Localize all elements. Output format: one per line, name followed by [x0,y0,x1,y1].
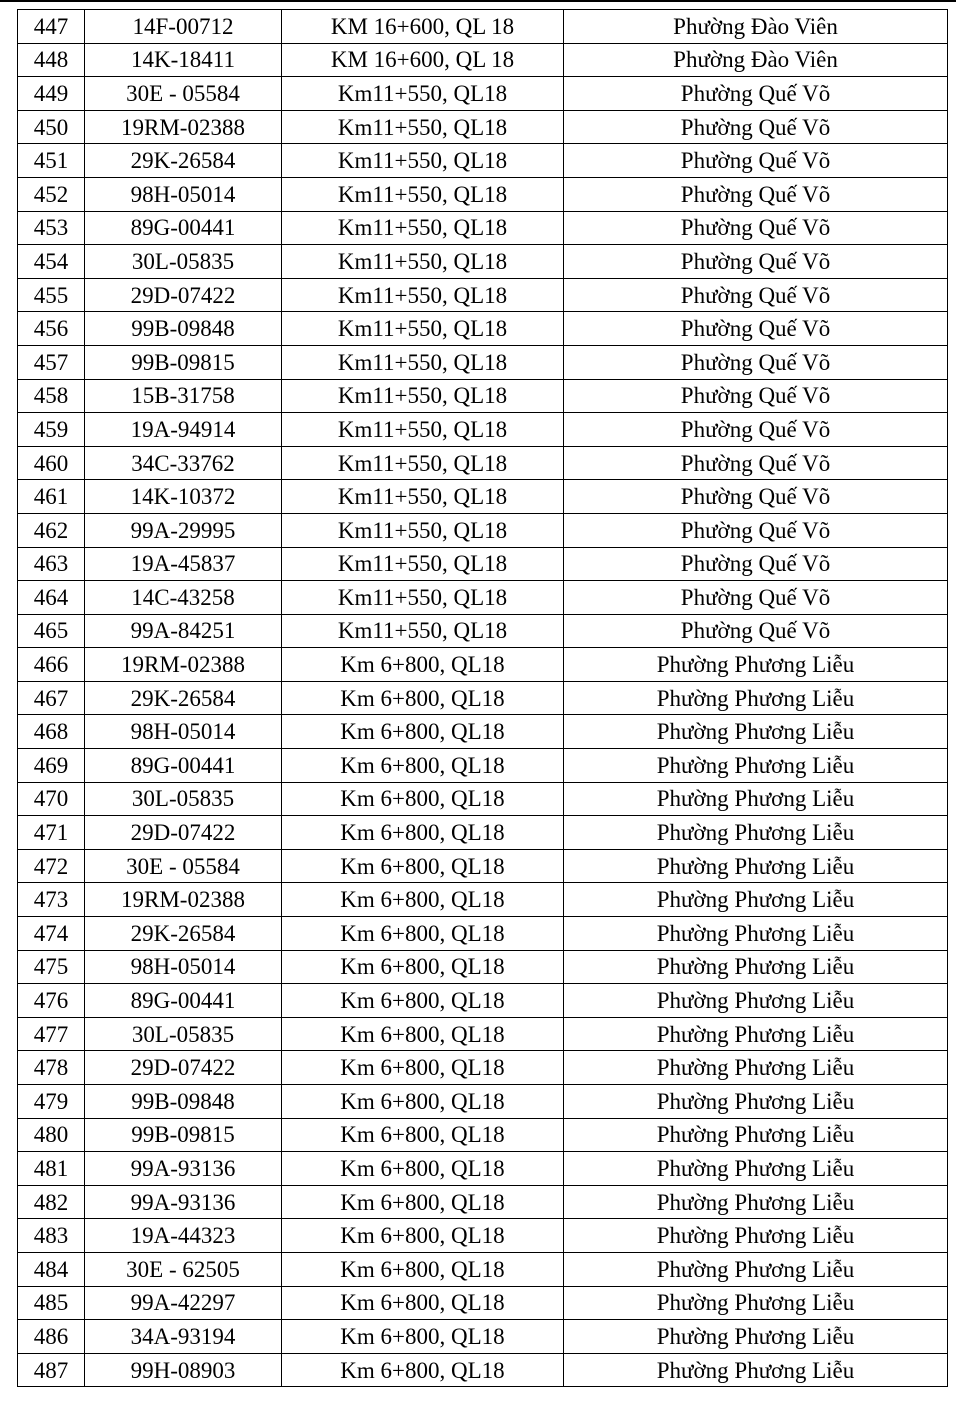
license-plate-cell: 14K-10372 [85,480,282,514]
license-plate-cell: 29D-07422 [85,278,282,312]
license-plate-cell: 99A-42297 [85,1286,282,1320]
records-table-container [17,9,948,1387]
row-number-cell: 454 [18,245,85,279]
table-row [18,1152,948,1186]
license-plate-cell: 19RM-02388 [85,883,282,917]
location-cell: Km 6+800, QL18 [282,782,564,816]
table-row [18,413,948,447]
license-plate-cell: 99A-84251 [85,614,282,648]
table-row [18,1085,948,1119]
row-number-cell: 448 [18,43,85,77]
row-number-cell: 463 [18,547,85,581]
row-number-cell: 467 [18,681,85,715]
row-number-cell: 480 [18,1118,85,1152]
location-cell: Km11+550, QL18 [282,513,564,547]
ward-cell: Phường Đào Viên [564,43,948,77]
row-number-cell: 474 [18,917,85,951]
location-cell: Km 6+800, QL18 [282,984,564,1018]
location-cell: Km 6+800, QL18 [282,1185,564,1219]
ward-cell: Phường Quế Võ [564,480,948,514]
table-row [18,715,948,749]
location-cell: Km 6+800, QL18 [282,1219,564,1253]
ward-cell: Phường Quế Võ [564,312,948,346]
row-number-cell: 484 [18,1252,85,1286]
ward-cell: Phường Quế Võ [564,177,948,211]
license-plate-cell: 19RM-02388 [85,648,282,682]
table-row [18,749,948,783]
table-row [18,77,948,111]
table-row [18,648,948,682]
license-plate-cell: 19A-94914 [85,413,282,447]
table-row [18,379,948,413]
table-row [18,211,948,245]
ward-cell: Phường Phương Liễu [564,782,948,816]
location-cell: Km 6+800, QL18 [282,1051,564,1085]
table-row [18,917,948,951]
license-plate-cell: 19RM-02388 [85,110,282,144]
license-plate-cell: 29K-26584 [85,144,282,178]
license-plate-cell: 30E - 05584 [85,77,282,111]
ward-cell: Phường Phương Liễu [564,950,948,984]
ward-cell: Phường Phương Liễu [564,1118,948,1152]
top-border-rule [0,0,956,2]
row-number-cell: 471 [18,816,85,850]
ward-cell: Phường Phương Liễu [564,984,948,1018]
table-row [18,1252,948,1286]
location-cell: Km11+550, QL18 [282,245,564,279]
license-plate-cell: 19A-44323 [85,1219,282,1253]
location-cell: Km 6+800, QL18 [282,681,564,715]
ward-cell: Phường Phương Liễu [564,917,948,951]
license-plate-cell: 29D-07422 [85,816,282,850]
ward-cell: Phường Quế Võ [564,278,948,312]
table-row [18,1320,948,1354]
location-cell: Km 6+800, QL18 [282,883,564,917]
ward-cell: Phường Quế Võ [564,581,948,615]
row-number-cell: 468 [18,715,85,749]
row-number-cell: 464 [18,581,85,615]
location-cell: Km11+550, QL18 [282,211,564,245]
table-row [18,1286,948,1320]
ward-cell: Phường Quế Võ [564,110,948,144]
table-row [18,782,948,816]
row-number-cell: 457 [18,345,85,379]
row-number-cell: 461 [18,480,85,514]
row-number-cell: 475 [18,950,85,984]
row-number-cell: 453 [18,211,85,245]
license-plate-cell: 30E - 62505 [85,1252,282,1286]
row-number-cell: 469 [18,749,85,783]
row-number-cell: 460 [18,446,85,480]
row-number-cell: 449 [18,77,85,111]
row-number-cell: 476 [18,984,85,1018]
ward-cell: Phường Phương Liễu [564,883,948,917]
table-row [18,681,948,715]
location-cell: Km 6+800, QL18 [282,1118,564,1152]
records-table [17,9,948,1387]
location-cell: Km11+550, QL18 [282,614,564,648]
table-row [18,1353,948,1387]
ward-cell: Phường Quế Võ [564,614,948,648]
location-cell: Km11+550, QL18 [282,110,564,144]
row-number-cell: 462 [18,513,85,547]
table-row [18,110,948,144]
ward-cell: Phường Phương Liễu [564,1252,948,1286]
ward-cell: Phường Phương Liễu [564,816,948,850]
row-number-cell: 478 [18,1051,85,1085]
location-cell: Km 6+800, QL18 [282,749,564,783]
table-row [18,513,948,547]
row-number-cell: 481 [18,1152,85,1186]
location-cell: Km 6+800, QL18 [282,1286,564,1320]
row-number-cell: 482 [18,1185,85,1219]
location-cell: KM 16+600, QL 18 [282,43,564,77]
row-number-cell: 450 [18,110,85,144]
location-cell: Km11+550, QL18 [282,379,564,413]
table-row [18,177,948,211]
location-cell: Km 6+800, QL18 [282,1252,564,1286]
location-cell: Km 6+800, QL18 [282,1017,564,1051]
license-plate-cell: 99A-29995 [85,513,282,547]
row-number-cell: 472 [18,849,85,883]
location-cell: Km11+550, QL18 [282,177,564,211]
license-plate-cell: 30L-05835 [85,782,282,816]
table-row [18,1017,948,1051]
license-plate-cell: 29K-26584 [85,681,282,715]
table-row [18,614,948,648]
license-plate-cell: 29K-26584 [85,917,282,951]
ward-cell: Phường Quế Võ [564,345,948,379]
location-cell: Km11+550, QL18 [282,413,564,447]
ward-cell: Phường Quế Võ [564,513,948,547]
location-cell: Km11+550, QL18 [282,581,564,615]
ward-cell: Phường Quế Võ [564,413,948,447]
row-number-cell: 477 [18,1017,85,1051]
location-cell: Km11+550, QL18 [282,77,564,111]
license-plate-cell: 99B-09848 [85,312,282,346]
ward-cell: Phường Phương Liễu [564,1051,948,1085]
table-row [18,547,948,581]
ward-cell: Phường Quế Võ [564,77,948,111]
license-plate-cell: 14C-43258 [85,581,282,615]
license-plate-cell: 99A-93136 [85,1185,282,1219]
ward-cell: Phường Quế Võ [564,211,948,245]
table-row [18,950,948,984]
location-cell: Km 6+800, QL18 [282,816,564,850]
license-plate-cell: 99A-93136 [85,1152,282,1186]
license-plate-cell: 98H-05014 [85,177,282,211]
table-row [18,278,948,312]
ward-cell: Phường Phương Liễu [564,749,948,783]
table-row [18,345,948,379]
row-number-cell: 456 [18,312,85,346]
location-cell: Km11+550, QL18 [282,446,564,480]
row-number-cell: 470 [18,782,85,816]
ward-cell: Phường Quế Võ [564,144,948,178]
ward-cell: Phường Quế Võ [564,446,948,480]
row-number-cell: 459 [18,413,85,447]
row-number-cell: 487 [18,1353,85,1387]
location-cell: Km11+550, QL18 [282,547,564,581]
row-number-cell: 451 [18,144,85,178]
location-cell: Km 6+800, QL18 [282,715,564,749]
ward-cell: Phường Phương Liễu [564,681,948,715]
ward-cell: Phường Phương Liễu [564,849,948,883]
table-row [18,1118,948,1152]
row-number-cell: 473 [18,883,85,917]
records-table-body [18,10,948,1387]
ward-cell: Phường Quế Võ [564,547,948,581]
table-row [18,10,948,44]
license-plate-cell: 34C-33762 [85,446,282,480]
license-plate-cell: 14K-18411 [85,43,282,77]
table-row [18,144,948,178]
location-cell: Km 6+800, QL18 [282,1353,564,1387]
license-plate-cell: 99H-08903 [85,1353,282,1387]
license-plate-cell: 98H-05014 [85,950,282,984]
row-number-cell: 452 [18,177,85,211]
table-row [18,581,948,615]
ward-cell: Phường Đào Viên [564,10,948,44]
license-plate-cell: 15B-31758 [85,379,282,413]
row-number-cell: 485 [18,1286,85,1320]
location-cell: Km11+550, QL18 [282,144,564,178]
location-cell: Km 6+800, QL18 [282,648,564,682]
license-plate-cell: 89G-00441 [85,749,282,783]
location-cell: Km 6+800, QL18 [282,1152,564,1186]
table-row [18,245,948,279]
table-row [18,43,948,77]
table-row [18,480,948,514]
ward-cell: Phường Phương Liễu [564,648,948,682]
location-cell: Km11+550, QL18 [282,278,564,312]
location-cell: Km11+550, QL18 [282,312,564,346]
ward-cell: Phường Phương Liễu [564,1152,948,1186]
license-plate-cell: 89G-00441 [85,211,282,245]
location-cell: Km11+550, QL18 [282,345,564,379]
table-row [18,816,948,850]
location-cell: Km 6+800, QL18 [282,849,564,883]
row-number-cell: 455 [18,278,85,312]
location-cell: Km 6+800, QL18 [282,1085,564,1119]
license-plate-cell: 19A-45837 [85,547,282,581]
ward-cell: Phường Phương Liễu [564,1085,948,1119]
location-cell: Km 6+800, QL18 [282,950,564,984]
row-number-cell: 483 [18,1219,85,1253]
license-plate-cell: 29D-07422 [85,1051,282,1085]
ward-cell: Phường Phương Liễu [564,1286,948,1320]
table-row [18,1051,948,1085]
location-cell: Km11+550, QL18 [282,480,564,514]
license-plate-cell: 30L-05835 [85,245,282,279]
license-plate-cell: 30E - 05584 [85,849,282,883]
license-plate-cell: 99B-09815 [85,345,282,379]
license-plate-cell: 34A-93194 [85,1320,282,1354]
row-number-cell: 458 [18,379,85,413]
license-plate-cell: 14F-00712 [85,10,282,44]
table-row [18,849,948,883]
ward-cell: Phường Quế Võ [564,379,948,413]
ward-cell: Phường Phương Liễu [564,1353,948,1387]
row-number-cell: 479 [18,1085,85,1119]
table-row [18,883,948,917]
ward-cell: Phường Phương Liễu [564,1185,948,1219]
ward-cell: Phường Phương Liễu [564,1017,948,1051]
license-plate-cell: 89G-00441 [85,984,282,1018]
table-row [18,446,948,480]
table-row [18,1219,948,1253]
license-plate-cell: 98H-05014 [85,715,282,749]
row-number-cell: 447 [18,10,85,44]
license-plate-cell: 99B-09848 [85,1085,282,1119]
location-cell: KM 16+600, QL 18 [282,10,564,44]
table-row [18,312,948,346]
table-row [18,1185,948,1219]
row-number-cell: 486 [18,1320,85,1354]
ward-cell: Phường Phương Liễu [564,1320,948,1354]
ward-cell: Phường Phương Liễu [564,1219,948,1253]
row-number-cell: 466 [18,648,85,682]
license-plate-cell: 99B-09815 [85,1118,282,1152]
row-number-cell: 465 [18,614,85,648]
ward-cell: Phường Phương Liễu [564,715,948,749]
table-row [18,984,948,1018]
location-cell: Km 6+800, QL18 [282,1320,564,1354]
ward-cell: Phường Quế Võ [564,245,948,279]
location-cell: Km 6+800, QL18 [282,917,564,951]
license-plate-cell: 30L-05835 [85,1017,282,1051]
